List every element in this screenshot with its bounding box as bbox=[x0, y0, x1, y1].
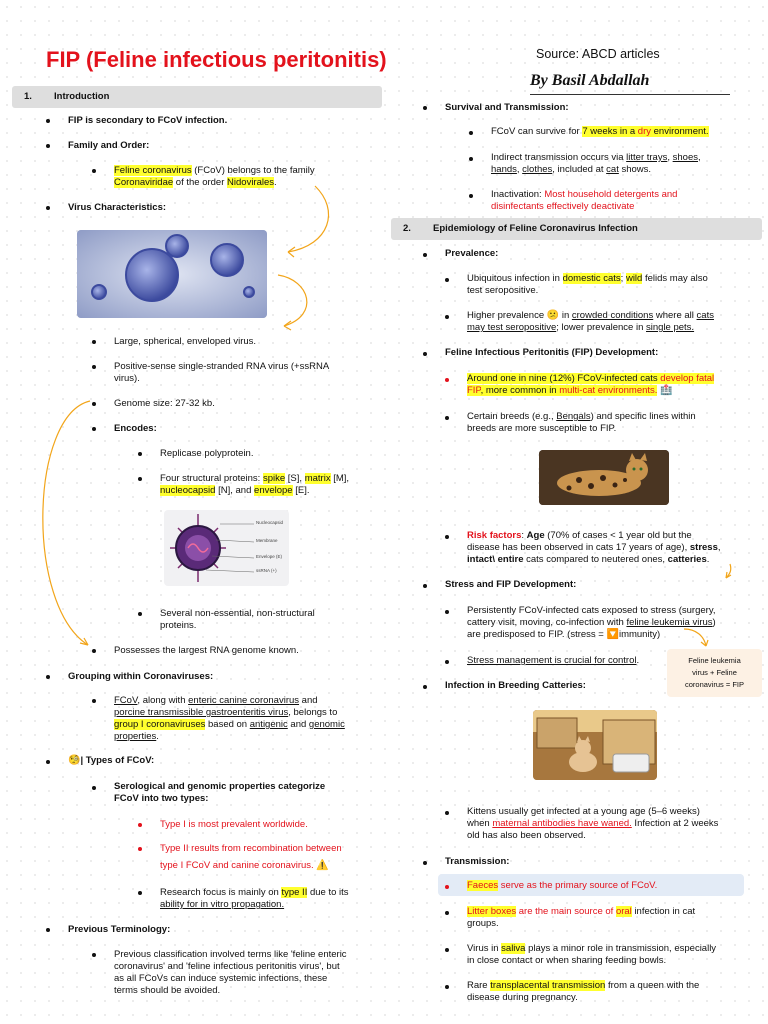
prevalence-line-3: Higher prevalence 😕 in crowded conditions where all cats bbox=[467, 310, 714, 321]
litter-line-2: groups. bbox=[467, 918, 499, 929]
bullet-icon bbox=[138, 612, 142, 616]
bullet-icon bbox=[445, 985, 449, 989]
connector-arrow-icon bbox=[718, 562, 738, 582]
connector-arrow-icon bbox=[680, 626, 710, 651]
encodes-heading: Encodes: bbox=[114, 423, 157, 434]
virus-structure-diagram bbox=[164, 510, 289, 586]
author-name: By Basil Abdallah bbox=[530, 72, 650, 89]
bullet-icon bbox=[92, 402, 96, 406]
risk-line-3: intact\ entire cats compared to neutered ones, catteries. bbox=[467, 554, 710, 565]
research-line-2: ability for in vitro propagation. bbox=[160, 899, 285, 910]
transplacental-line-2: disease during pregnancy. bbox=[467, 992, 578, 1003]
bullet-icon bbox=[138, 891, 142, 895]
bullet-icon bbox=[469, 131, 473, 135]
bullet-icon bbox=[423, 584, 427, 588]
indirect-line-2: hands, clothes, included at cat shows. bbox=[491, 164, 652, 175]
char-rna-line-1: Positive-sense single-stranded RNA virus (+ssRNA bbox=[114, 361, 330, 372]
risk-line-2: disease has been observed in cats 17 years of age), stress, bbox=[467, 542, 721, 553]
section-epidemiology-header bbox=[391, 218, 762, 240]
family-line-2: Coronaviridae of the order Nidovirales. bbox=[114, 177, 277, 188]
section-number: 1. bbox=[24, 91, 32, 102]
bullet-icon bbox=[46, 206, 50, 210]
bullet-icon bbox=[445, 315, 449, 319]
breeds-line-1: Certain breeds (e.g., Bengals) and specific lines within bbox=[467, 411, 696, 422]
diagram-label: ssRNA (+) bbox=[256, 568, 277, 573]
transplacental-line-1: Rare transplacental transmission from a queen with the bbox=[467, 980, 700, 991]
grouping-line-4: properties. bbox=[114, 731, 159, 742]
section-introduction-header bbox=[12, 86, 382, 108]
bullet-icon bbox=[46, 144, 50, 148]
virus-char-heading: Virus Characteristics: bbox=[68, 202, 167, 213]
serological-line-1: Serological and genomic properties categorize bbox=[114, 781, 326, 792]
bullet-icon bbox=[46, 928, 50, 932]
encodes-structural-line-2: nucleocapsid [N], and envelope [E]. bbox=[160, 485, 310, 496]
bullet-icon bbox=[445, 416, 449, 420]
char-rna-line-2: virus). bbox=[114, 373, 140, 384]
litter-line-1: Litter boxes are the main source of oral infection in cat bbox=[467, 906, 696, 917]
fip-note-box bbox=[667, 649, 762, 697]
bullet-icon bbox=[423, 106, 427, 110]
bullet-icon bbox=[445, 278, 449, 282]
breeding-heading: Infection in Breeding Catteries: bbox=[445, 680, 586, 691]
stress-line-3: are predisposed to FIP. (stress = 🔽immunity) bbox=[467, 629, 661, 640]
bullet-icon bbox=[92, 699, 96, 703]
connector-arrow-icon bbox=[30, 395, 100, 655]
bullet-icon bbox=[46, 760, 50, 764]
bullet-icon bbox=[46, 675, 50, 679]
bullet-icon bbox=[445, 535, 449, 539]
section-number: 2. bbox=[403, 223, 411, 234]
bengal-cat-image bbox=[539, 450, 669, 505]
bullet-icon bbox=[445, 948, 449, 952]
survival-heading: Survival and Transmission: bbox=[445, 102, 569, 113]
research-line-1: Research focus is mainly on type II due to its bbox=[160, 887, 349, 898]
prev-terminology-line-2: coronavirus' and 'feline infectious peritonitis virus', but bbox=[114, 961, 340, 972]
stress-management-text: Stress management is crucial for control. bbox=[467, 655, 640, 666]
warning-icon: ⚠️ bbox=[316, 860, 329, 871]
hospital-icon: 🏥 bbox=[660, 385, 673, 396]
stress-line-1: Persistently FCoV-infected cats exposed to stress (surgery, bbox=[467, 605, 716, 616]
indirect-line-1: Indirect transmission occurs via litter trays, shoes, bbox=[491, 152, 701, 163]
saliva-line-1: Virus in saliva plays a minor role in transmission, especially bbox=[467, 943, 717, 954]
inactivation-line-2: disinfectants effectively deactivate bbox=[491, 201, 635, 212]
kittens-line-3: old has also been observed. bbox=[467, 830, 586, 841]
note-line-1: Feline leukemia bbox=[688, 656, 741, 665]
bullet-icon bbox=[445, 911, 449, 915]
kittens-line-2: when maternal antibodies have waned. Infection at 2 weeks bbox=[467, 818, 719, 829]
cattery-image bbox=[533, 710, 657, 780]
connector-arrow-icon bbox=[270, 180, 340, 340]
stress-heading: Stress and FIP Development: bbox=[445, 579, 577, 590]
family-line-1: Feline coronavirus (FCoV) belongs to the family bbox=[114, 165, 315, 176]
type-one-text: Type I is most prevalent worldwide. bbox=[160, 819, 308, 830]
prev-terminology-line-3: as all FCoVs can induce systemic infections, these bbox=[114, 973, 328, 984]
bullet-icon bbox=[423, 685, 427, 689]
genome-size-text: Genome size: 27-32 kb. bbox=[114, 398, 215, 409]
note-line-3: coronavirus = FIP bbox=[685, 680, 744, 689]
prev-terminology-heading: Previous Terminology: bbox=[68, 924, 171, 935]
bullet-icon bbox=[92, 953, 96, 957]
prevalence-line-2: test seropositive. bbox=[467, 285, 539, 296]
bullet-icon bbox=[469, 194, 473, 198]
bullet-icon bbox=[445, 811, 449, 815]
grouping-line-3: group I coronaviruses based on antigenic and genomic bbox=[114, 719, 345, 730]
fip-development-line-2: FIP, more common in multi-cat environments. 🏥 bbox=[467, 385, 673, 396]
note-line-2: virus + Feline bbox=[692, 668, 737, 677]
source-label: Source: ABCD articles bbox=[536, 47, 660, 61]
serological-line-2: FCoV into two types: bbox=[114, 793, 209, 804]
bullet-icon bbox=[445, 610, 449, 614]
encodes-replicase: Replicase polyprotein. bbox=[160, 448, 254, 459]
bullet-icon bbox=[46, 119, 50, 123]
grouping-line-1: FCoV, along with enteric canine coronavirus and bbox=[114, 695, 318, 706]
fip-development-line-1: Around one in nine (12%) FCoV-infected cats develop fatal bbox=[467, 373, 715, 384]
fip-secondary-text: FIP is secondary to FCoV infection. bbox=[68, 115, 228, 126]
bullet-icon bbox=[92, 340, 96, 344]
bullet-icon bbox=[423, 861, 427, 865]
faeces-text: Faeces serve as the primary source of FCoV. bbox=[467, 880, 658, 891]
largest-genome-text: Possesses the largest RNA genome known. bbox=[114, 645, 299, 656]
nonstructural-line-1: Several non-essential, non-structural bbox=[160, 608, 315, 619]
nonstructural-line-2: proteins. bbox=[160, 620, 197, 631]
thinking-face-icon: 🧐 bbox=[68, 755, 81, 766]
bullet-icon bbox=[138, 823, 142, 827]
bullet-icon bbox=[445, 378, 449, 382]
risk-line-1: Risk factors: Age (70% of cases < 1 year old but the bbox=[467, 530, 692, 541]
down-arrow-icon: 🔽 bbox=[606, 629, 619, 640]
encodes-structural-line-1: Four structural proteins: spike [S], matrix [M], bbox=[160, 473, 350, 484]
bullet-icon bbox=[92, 169, 96, 173]
diagram-label: Nucleocapsid bbox=[256, 520, 284, 525]
types-heading: 🧐| Types of FCoV: bbox=[68, 755, 155, 766]
section-title: Introduction bbox=[54, 91, 110, 102]
author-underline bbox=[530, 94, 730, 95]
stress-line-2: cattery visit, moving, co-infection with feline leukemia virus) bbox=[467, 617, 716, 628]
bullet-icon bbox=[445, 885, 449, 889]
page-title: FIP (Feline infectious peritonitis) bbox=[46, 47, 387, 72]
grouping-heading: Grouping within Coronaviruses: bbox=[68, 671, 214, 682]
fip-development-heading: Feline Infectious Peritonitis (FIP) Development: bbox=[445, 347, 659, 358]
bullet-icon bbox=[423, 253, 427, 257]
bullet-icon bbox=[445, 660, 449, 664]
grouping-line-2: porcine transmissible gastroenteritis virus, belongs to bbox=[114, 707, 338, 718]
confused-face-icon: 😕 bbox=[546, 310, 560, 321]
section-title: Epidemiology of Feline Coronavirus Infection bbox=[433, 223, 638, 234]
diagram-label: Envelope (E) bbox=[256, 554, 283, 559]
coronavirus-image bbox=[77, 230, 267, 318]
transmission-heading: Transmission: bbox=[445, 856, 510, 867]
breeds-line-2: breeds are more susceptible to FIP. bbox=[467, 423, 617, 434]
saliva-line-2: in close contact or when sharing feeding bowls. bbox=[467, 955, 667, 966]
bullet-icon bbox=[469, 157, 473, 161]
prevalence-line-1: Ubiquitous infection in domestic cats; wild felids may also bbox=[467, 273, 708, 284]
bullet-icon bbox=[138, 452, 142, 456]
bullet-icon bbox=[92, 427, 96, 431]
family-order-heading: Family and Order: bbox=[68, 140, 150, 151]
type-two-line-1: Type II results from recombination between bbox=[160, 843, 342, 854]
bullet-icon bbox=[92, 786, 96, 790]
type-two-line-2: type I FCoV and canine coronavirus. ⚠️ bbox=[160, 860, 329, 871]
survival-line-1: FCoV can survive for 7 weeks in a dry environment. bbox=[491, 126, 709, 137]
inactivation-line-1: Inactivation: Most household detergents and bbox=[491, 189, 678, 200]
bullet-icon bbox=[92, 365, 96, 369]
char-large-text: Large, spherical, enveloped virus. bbox=[114, 336, 257, 347]
kittens-line-1: Kittens usually get infected at a young age (5–6 weeks) bbox=[467, 806, 700, 817]
prevalence-heading: Prevalence: bbox=[445, 248, 499, 259]
bullet-icon bbox=[423, 352, 427, 356]
bullet-icon bbox=[92, 649, 96, 653]
bullet-icon bbox=[138, 477, 142, 481]
prevalence-line-4: may test seropositive; lower prevalence in single pets. bbox=[467, 322, 695, 333]
bullet-icon bbox=[138, 847, 142, 851]
diagram-label: Membrane bbox=[256, 538, 278, 543]
prev-terminology-line-4: terms should be avoided. bbox=[114, 985, 221, 996]
prev-terminology-line-1: Previous classification involved terms like 'feline enteric bbox=[114, 949, 347, 960]
